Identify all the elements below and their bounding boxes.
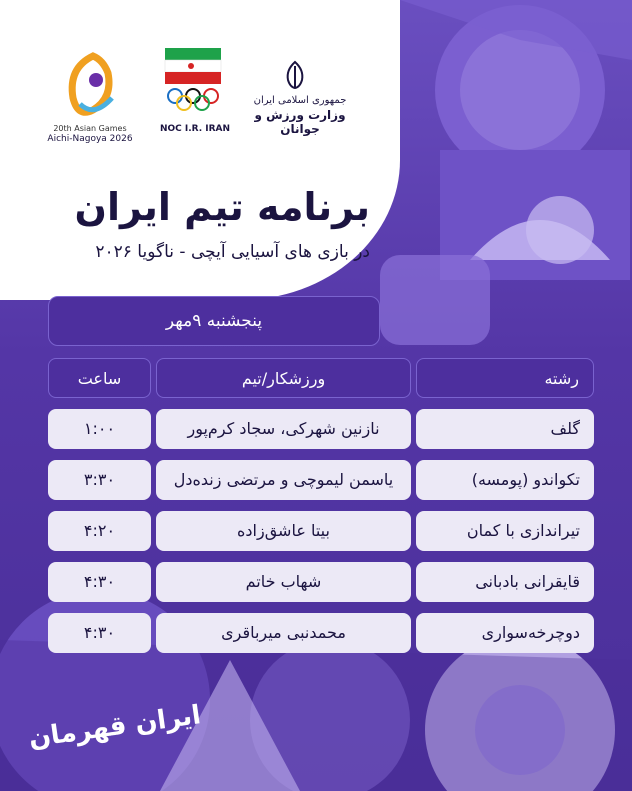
noc-iran-caption: NOC I.R. IRAN <box>159 124 231 134</box>
time-cell: ۴:۳۰ <box>48 613 151 653</box>
table-row <box>48 562 594 602</box>
page-title: برنامه تیم ایران <box>74 185 370 229</box>
time-cell: ۴:۲۰ <box>48 511 151 551</box>
table-row <box>48 409 594 449</box>
table-row <box>48 460 594 500</box>
ministry-logo-line1: جمهوری اسلامی ایران <box>253 95 347 106</box>
athlete-cell: نازنین شهرکی، سجاد کرم‌پور <box>156 409 411 449</box>
iran-flag-olympic-rings-icon <box>163 48 223 118</box>
asian-games-logo-line2: Aichi-Nagoya 2026 <box>47 134 133 144</box>
watermark-logo: ایران قهرمان <box>26 700 203 754</box>
column-header-sport: رشته <box>416 358 594 398</box>
column-header-athlete: ورزشکار/تیم <box>156 358 411 398</box>
ministry-logo-line2: وزارت ورزش و جوانان <box>254 108 346 136</box>
athlete-cell: شهاب خاتم <box>156 562 411 602</box>
sport-cell: دوچرخه‌سواری <box>416 613 594 653</box>
table-header <box>48 358 594 398</box>
athlete-cell: یاسمن لیموچی و مرتضی زنده‌دل <box>156 460 411 500</box>
athlete-cell: بیتا عاشق‌زاده <box>156 511 411 551</box>
time-cell: ۴:۳۰ <box>48 562 151 602</box>
column-header-time: ساعت <box>48 358 151 398</box>
asian-games-logo-line1: 20th Asian Games <box>53 124 127 133</box>
sport-cell: تکواندو (پومسه) <box>416 460 594 500</box>
sport-cell: قایقرانی بادبانی <box>416 562 594 602</box>
day-label: پنجشنبه ۹مهر <box>48 296 380 346</box>
iran-emblem-icon <box>280 60 310 90</box>
time-cell: ۳:۳۰ <box>48 460 151 500</box>
sport-cell: تیراندازی با کمان <box>416 511 594 551</box>
athlete-cell: محمدنبی میرباقری <box>156 613 411 653</box>
time-cell: ۱:۰۰ <box>48 409 151 449</box>
table-row <box>48 511 594 551</box>
sport-cell: گلف <box>416 409 594 449</box>
page-subtitle: در بازی های آسیایی آیچی - ناگویا ۲۰۲۶ <box>95 242 370 262</box>
table-row <box>48 613 594 653</box>
